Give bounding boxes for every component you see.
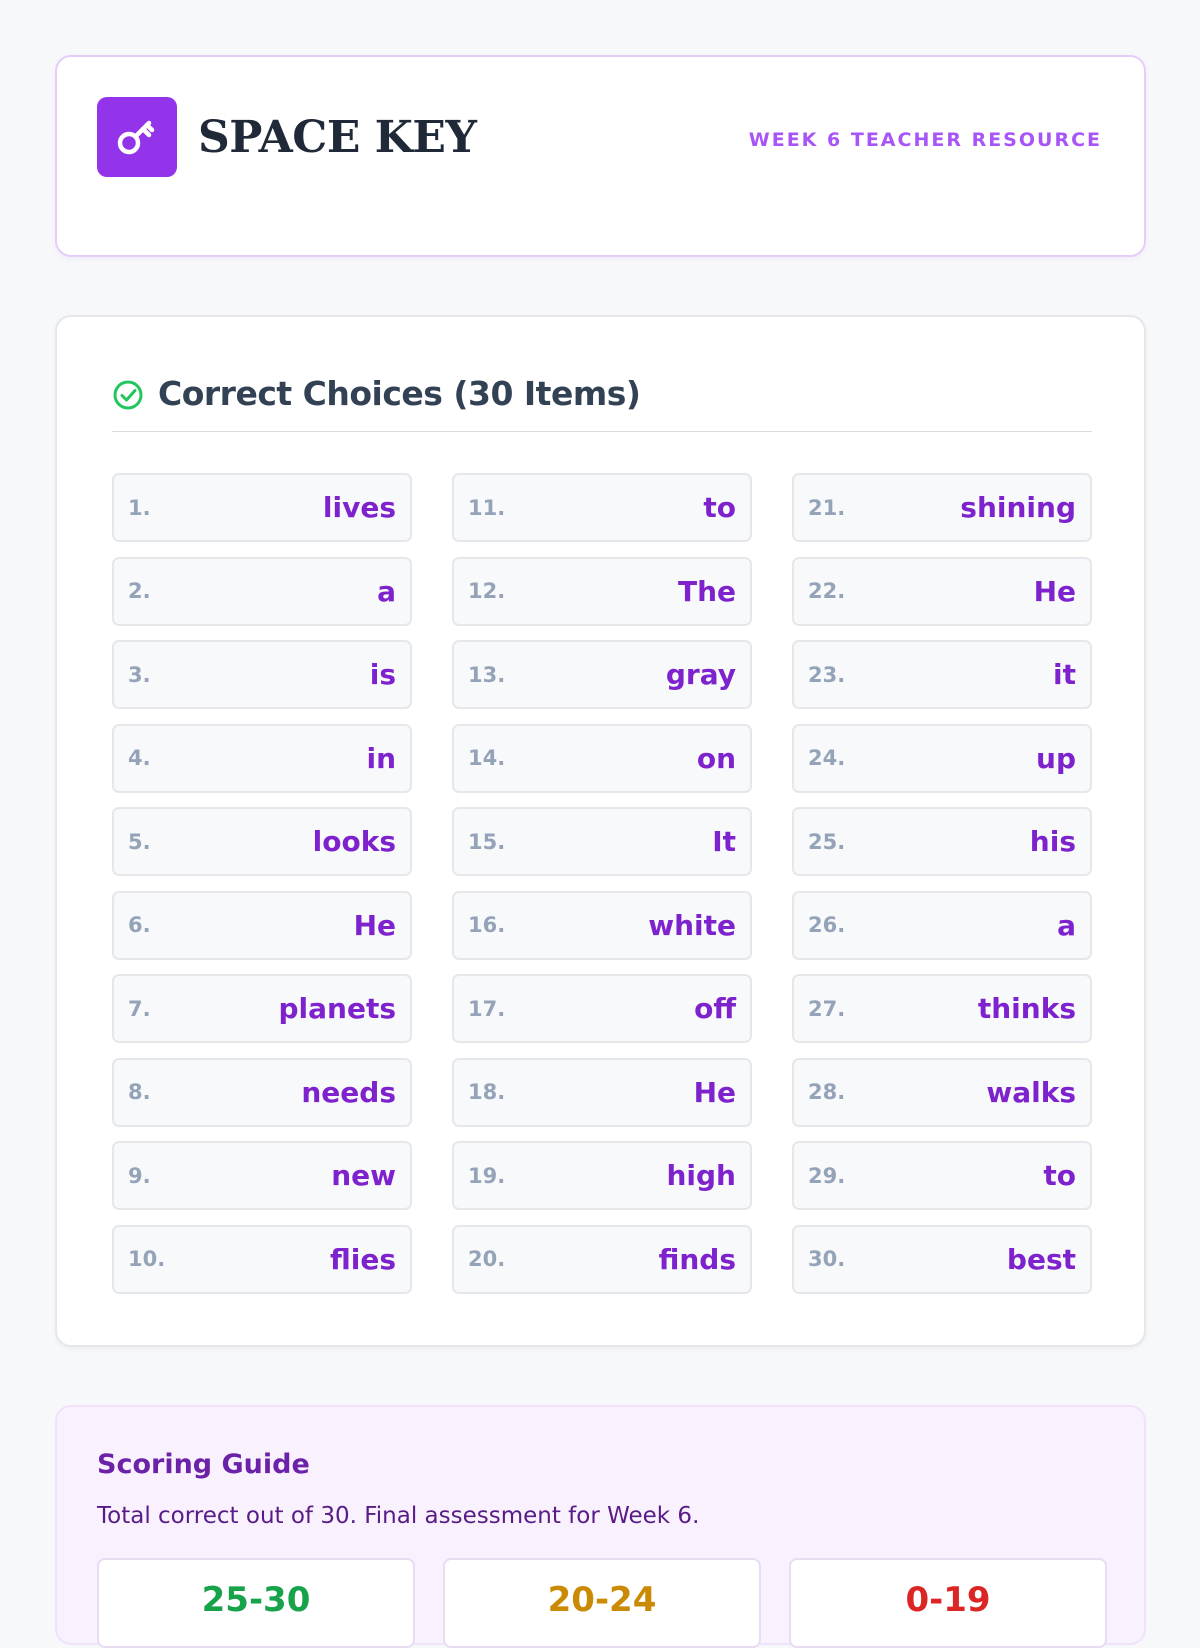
answer-number: 20. <box>468 1247 506 1271</box>
answer-number: 3. <box>128 662 151 687</box>
answer-number: 21. <box>808 495 846 520</box>
scoring-card <box>55 1405 1146 1645</box>
score-range-box: 0-19 <box>789 1558 1107 1648</box>
answer-item <box>112 807 412 876</box>
answer-word: It <box>712 825 736 858</box>
answer-number: 29. <box>808 1163 846 1188</box>
answer-word: finds <box>658 1242 736 1276</box>
answer-item <box>452 891 752 960</box>
header-card <box>55 55 1146 257</box>
answer-word: to <box>1043 1159 1076 1192</box>
answer-number: 30. <box>808 1247 846 1271</box>
answer-word: white <box>648 908 736 942</box>
answer-number: 18. <box>468 1080 506 1104</box>
answer-number: 22. <box>808 579 846 603</box>
answer-number: 13. <box>468 662 506 687</box>
answer-item <box>112 1225 412 1294</box>
answer-item <box>452 807 752 876</box>
answer-number: 6. <box>128 913 151 937</box>
answer-number: 7. <box>128 996 151 1021</box>
answer-item <box>452 724 752 793</box>
answer-number: 5. <box>128 829 151 854</box>
answer-word: best <box>1006 1242 1076 1276</box>
answer-item <box>452 1058 752 1127</box>
key-icon <box>97 97 177 177</box>
answer-word: a <box>1057 908 1076 942</box>
answer-number: 27. <box>808 996 846 1021</box>
score-ranges <box>97 1558 1107 1648</box>
answer-item <box>792 974 1092 1043</box>
answer-word: The <box>677 574 736 608</box>
answer-item <box>112 1058 412 1127</box>
answer-item <box>112 891 412 960</box>
answers-grid <box>112 473 1092 1294</box>
answer-number: 14. <box>468 746 506 770</box>
answer-item <box>452 1225 752 1294</box>
answer-number: 16. <box>468 913 506 937</box>
answer-word: needs <box>301 1075 396 1109</box>
answer-item <box>452 473 752 542</box>
answer-word: on <box>696 741 736 775</box>
answer-number: 15. <box>468 829 506 854</box>
answer-word: He <box>353 908 396 942</box>
answer-word: He <box>1033 574 1076 608</box>
answer-item <box>452 974 752 1043</box>
answer-word: up <box>1036 741 1076 775</box>
answer-number: 8. <box>128 1080 151 1104</box>
answer-item <box>452 640 752 709</box>
resource-label: WEEK 6 TEACHER RESOURCE <box>748 129 1102 151</box>
answer-item <box>792 1058 1092 1127</box>
answer-word: high <box>666 1159 736 1192</box>
answer-item <box>112 1141 412 1210</box>
answer-number: 1. <box>128 495 151 520</box>
check-circle-icon <box>112 379 144 416</box>
answer-word: planets <box>278 992 396 1025</box>
answer-number: 19. <box>468 1163 506 1188</box>
answer-number: 11. <box>468 495 506 520</box>
answer-item <box>792 1141 1092 1210</box>
answer-word: in <box>366 741 396 775</box>
answer-word: walks <box>986 1075 1076 1109</box>
scoring-title: Scoring Guide <box>97 1449 310 1480</box>
page-title: SPACE KEY <box>198 111 477 163</box>
answer-number: 4. <box>128 746 151 770</box>
answer-item <box>112 724 412 793</box>
brand <box>97 97 476 177</box>
answer-number: 9. <box>128 1163 151 1188</box>
answer-word: He <box>693 1075 736 1109</box>
answer-item <box>792 640 1092 709</box>
answer-word: flies <box>329 1242 396 1276</box>
answer-item <box>452 1141 752 1210</box>
answer-item <box>792 473 1092 542</box>
scoring-description: Total correct out of 30. Final assessment for Week 6. <box>97 1503 700 1529</box>
score-range-box: 25-30 <box>97 1558 415 1648</box>
answer-number: 2. <box>128 579 151 603</box>
answer-word: to <box>703 491 736 524</box>
score-range-box: 20-24 <box>443 1558 761 1648</box>
answer-number: 10. <box>128 1247 166 1271</box>
answer-word: looks <box>312 825 396 858</box>
answer-number: 25. <box>808 829 846 854</box>
answer-number: 28. <box>808 1080 846 1104</box>
answer-number: 24. <box>808 746 846 770</box>
answer-item <box>452 557 752 626</box>
answer-number: 12. <box>468 579 506 603</box>
section-header <box>112 375 1092 432</box>
answer-word: new <box>331 1159 396 1192</box>
answer-number: 26. <box>808 913 846 937</box>
answer-word: thinks <box>977 992 1076 1025</box>
answer-number: 23. <box>808 662 846 687</box>
answer-word: is <box>369 658 396 691</box>
answer-number: 17. <box>468 996 506 1021</box>
key-icon-svg <box>112 112 162 162</box>
answer-item <box>792 557 1092 626</box>
answer-item <box>792 1225 1092 1294</box>
answer-item <box>792 891 1092 960</box>
answer-word: shining <box>960 491 1076 524</box>
answer-item <box>112 473 412 542</box>
answer-word: off <box>694 992 736 1025</box>
answer-item <box>112 557 412 626</box>
section-title: Correct Choices (30 Items) <box>158 374 641 413</box>
answer-word: lives <box>322 491 396 524</box>
answer-word: his <box>1029 825 1076 858</box>
answer-word: gray <box>665 658 736 691</box>
answer-item <box>792 807 1092 876</box>
answer-word: a <box>377 574 396 608</box>
answer-item <box>792 724 1092 793</box>
answer-item <box>112 974 412 1043</box>
answers-card <box>55 315 1146 1347</box>
answer-item <box>112 640 412 709</box>
answer-word: it <box>1053 658 1076 691</box>
